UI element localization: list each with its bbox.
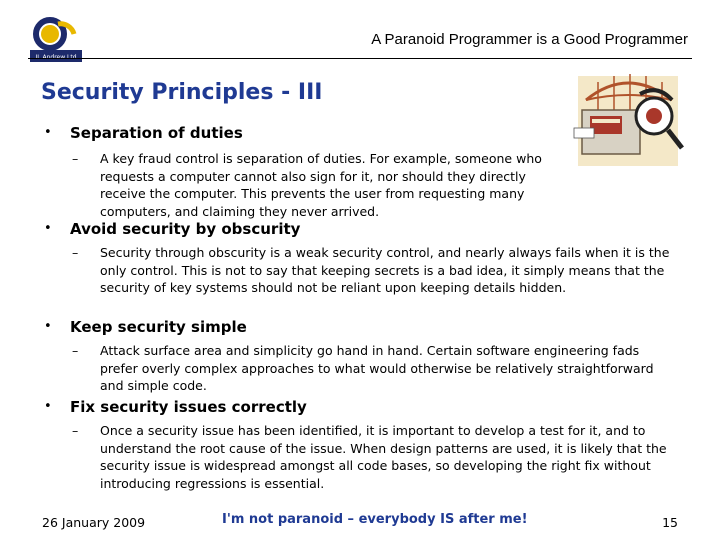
slide-title: Security Principles - III — [41, 80, 323, 105]
bullet-glyph: • — [44, 125, 52, 140]
footer-date: 26 January 2009 — [42, 515, 146, 530]
bullet-label: Avoid security by obscurity — [70, 220, 301, 238]
sub-bullet-text: A key fraud control is separation of duties. For example, someone who requests a computer cannot also sign for it, nor should they directly receive the computer. This prevents the user from requesting many computers, and claiming they never arrived. — [100, 151, 542, 219]
sub-bullet-dash: – — [72, 245, 79, 260]
sub-bullet-text: Attack surface area and simplicity go hand in hand. Certain software engineering fads prefer overly complex approaches to what would otherwise be relatively straightforward and simple code. — [100, 343, 654, 393]
sub-bullet-dash: – — [72, 423, 79, 438]
globe-safe-lock-icon — [568, 70, 690, 170]
bullet-label: Separation of duties — [70, 124, 243, 142]
sub-bullet-text: Once a security issue has been identified, it is important to develop a test for it, and to understand the root cause of the issue. When design patterns are used, it is likely that the security issue is widespread amongst all code bases, so developing the right fix without introducing regressions is essential. — [100, 423, 667, 491]
bullet-label: Fix security issues correctly — [70, 398, 307, 416]
bullet-glyph: • — [44, 221, 52, 236]
footer-tagline: I'm not paranoid – everybody IS after me! — [222, 512, 528, 527]
sub-bullet-dash: – — [72, 343, 79, 358]
bullet-glyph: • — [44, 319, 52, 334]
header-divider — [28, 58, 692, 59]
sub-bullet-dash: – — [72, 151, 79, 166]
page-number: 15 — [662, 515, 678, 530]
header-title: A Paranoid Programmer is a Good Programmer — [371, 31, 688, 48]
bullet-label: Keep security simple — [70, 318, 247, 336]
sub-bullet-text: Security through obscurity is a weak security control, and nearly always fails when it is the only control. This is not to say that keeping secrets is a bad idea, it simply means that the security of key systems should not be reliant upon keeping details hidden. — [100, 245, 670, 295]
bullet-glyph: • — [44, 399, 52, 414]
company-logo-icon — [28, 16, 84, 64]
